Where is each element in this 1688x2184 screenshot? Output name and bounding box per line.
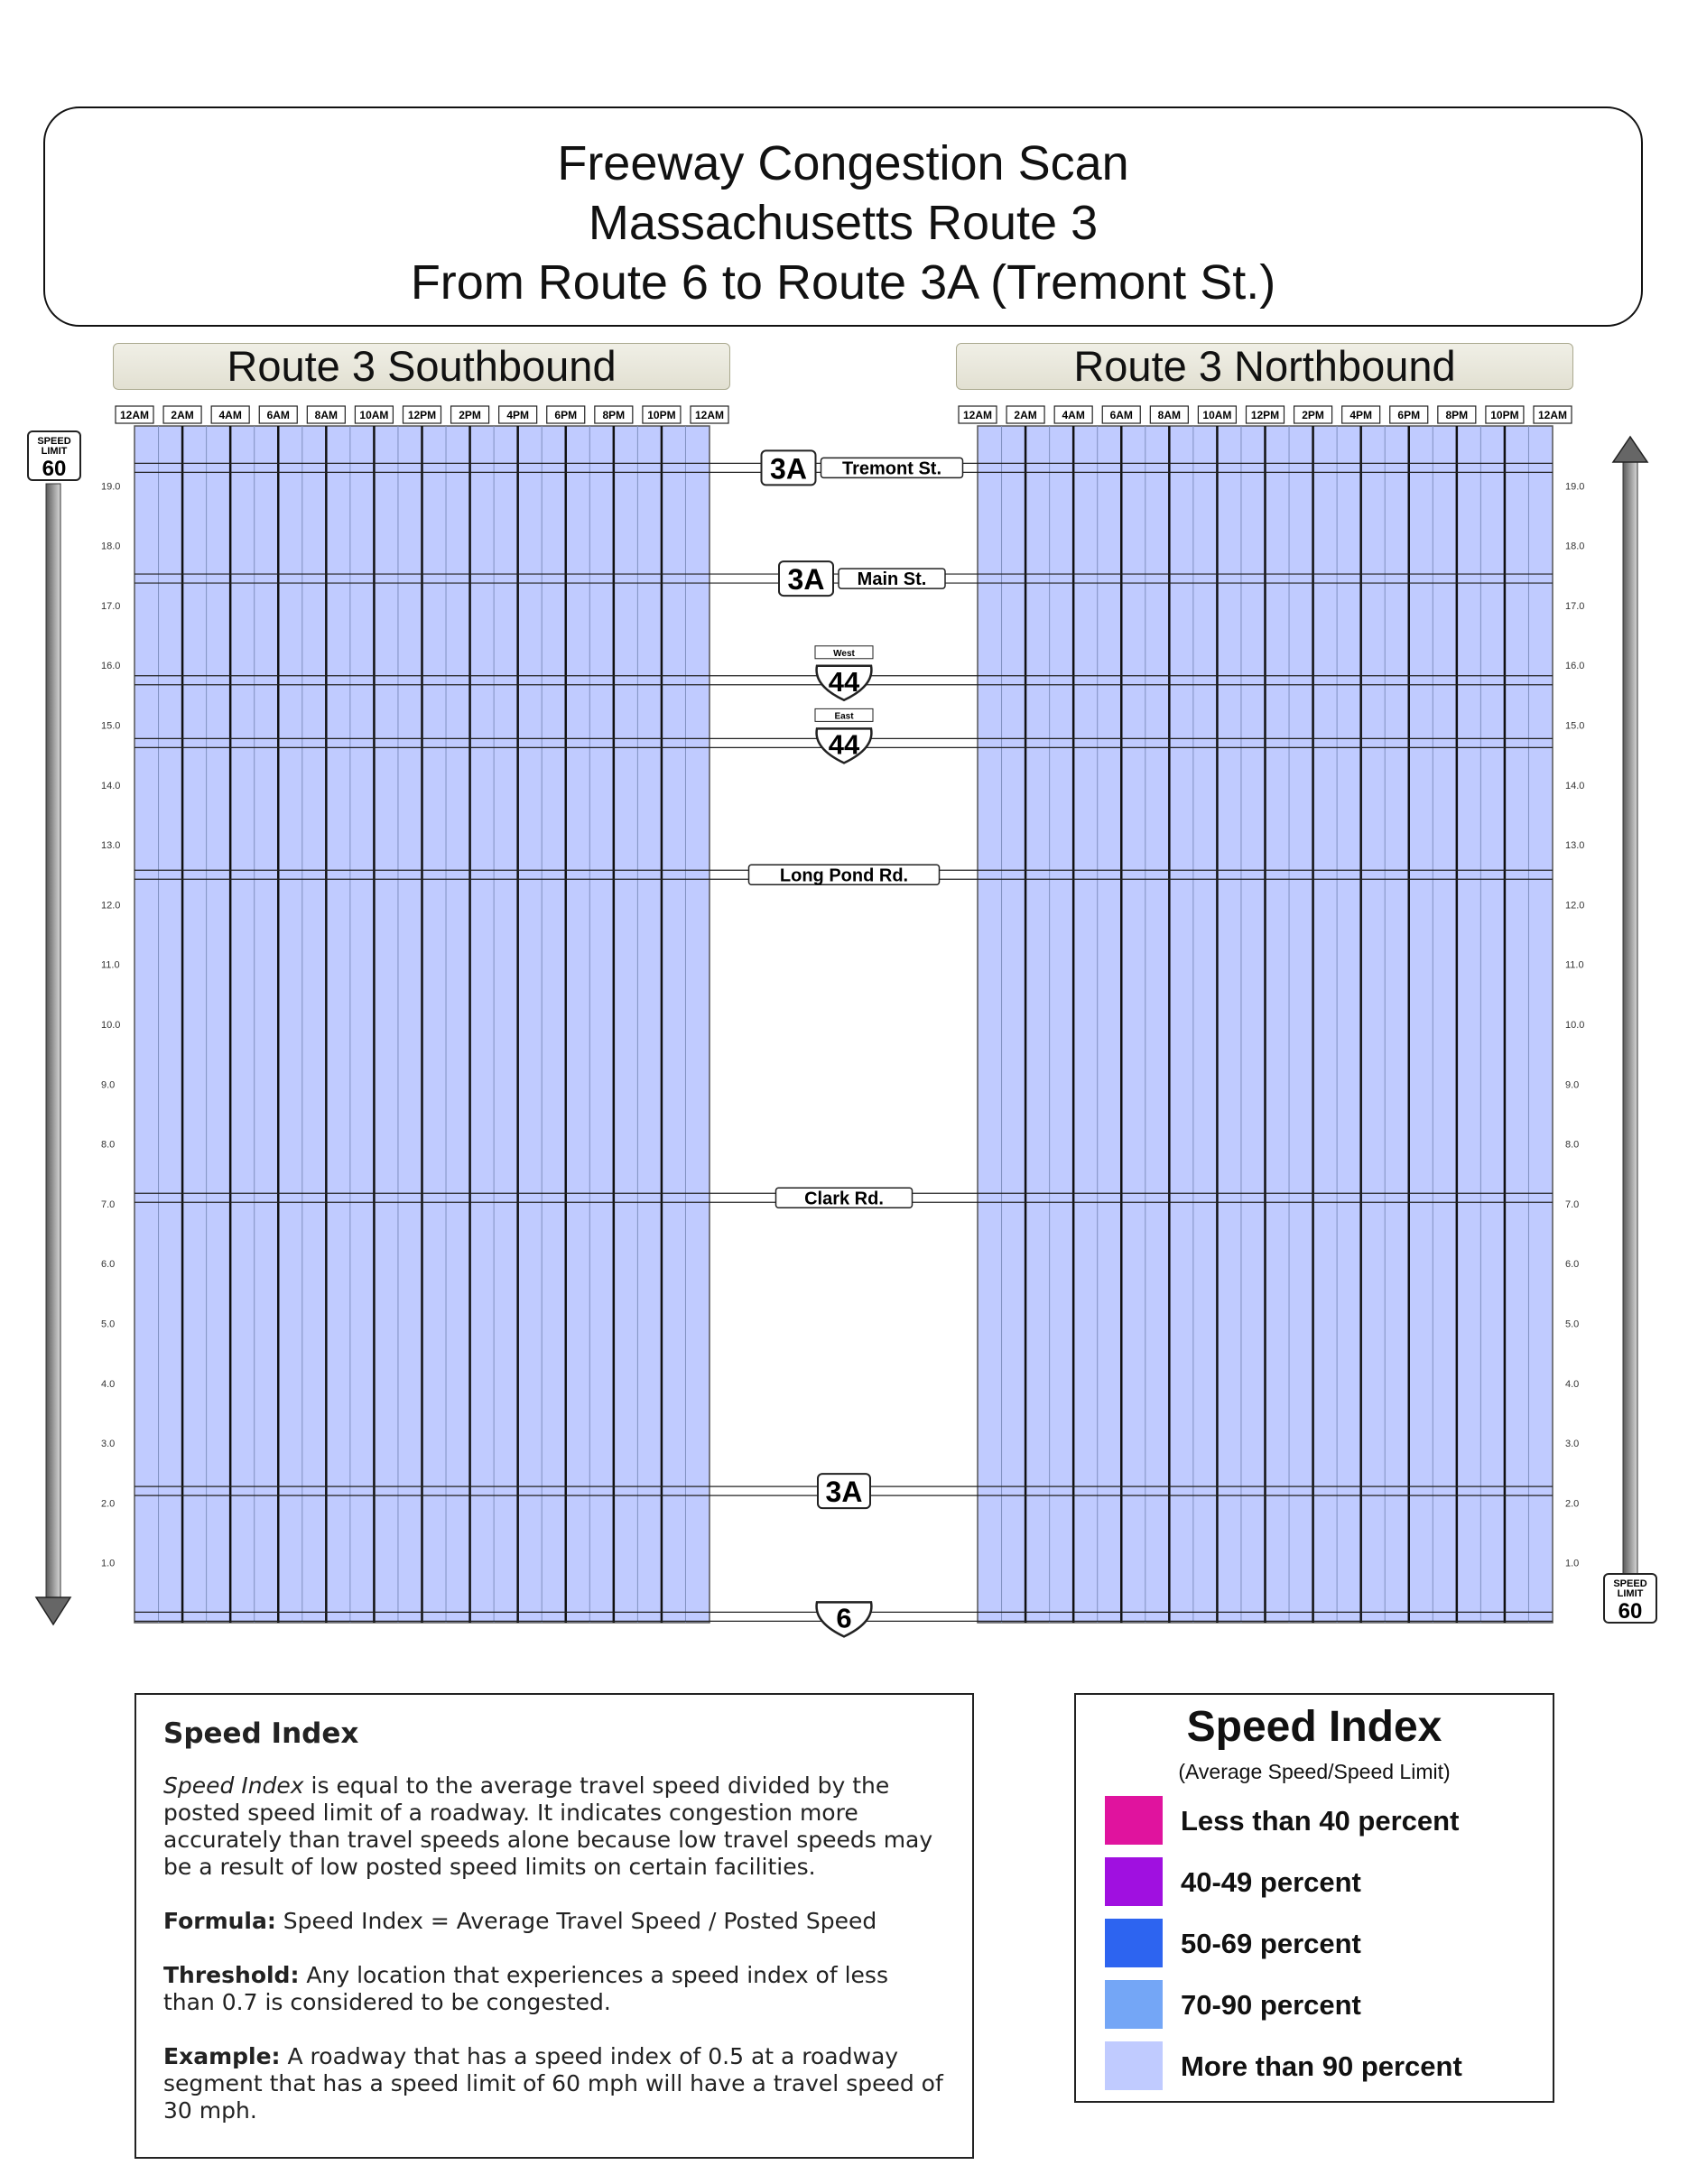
info-threshold (163, 1962, 945, 2016)
time-label (307, 406, 345, 423)
time-label-text: 2AM (1014, 409, 1037, 421)
route-shield-number: 44 (828, 665, 860, 698)
speed-limit-sign-northbound (1604, 1574, 1656, 1624)
speed-limit-sign-top: SPEED (1613, 1578, 1647, 1589)
mile-tick-label-left: 11.0 (101, 959, 120, 971)
legend-swatch (1105, 1796, 1163, 1845)
time-label-text: 8PM (602, 409, 626, 421)
legend-item (1105, 2041, 1538, 2090)
mile-tick-label-left: 7.0 (101, 1198, 116, 1210)
mile-tick-label-left: 2.0 (101, 1498, 116, 1510)
time-label-text: 8AM (1157, 409, 1182, 421)
time-label-text: 10PM (1490, 409, 1519, 421)
northbound-arrow-head (1613, 437, 1647, 462)
legend-label: Less than 40 percent (1181, 1805, 1460, 1837)
mile-tick-label-left: 3.0 (101, 1439, 116, 1450)
speed-limit-sign-southbound (28, 431, 80, 481)
legend-title: Speed Index (1186, 1703, 1442, 1751)
southbound-banner: Route 3 Southbound (113, 343, 730, 390)
time-label (1102, 406, 1140, 423)
mile-tick-label-left: 19.0 (101, 481, 121, 493)
legend-swatch (1105, 2041, 1163, 2090)
time-label-text: 6AM (266, 409, 290, 421)
mile-tick-label-right: 12.0 (1565, 900, 1585, 912)
formula-text: Speed Index = Average Travel Speed / Posted Speed (275, 1908, 877, 1934)
time-label (451, 406, 489, 423)
example-label: Example: (163, 2043, 281, 2069)
mile-tick-label-left: 18.0 (101, 541, 121, 552)
direction-plaque-text: East (834, 711, 854, 722)
mile-tick-label-right: 3.0 (1565, 1439, 1580, 1450)
legend-item (1105, 1919, 1538, 1967)
mile-tick-label-right: 10.0 (1565, 1020, 1585, 1031)
time-label (691, 406, 728, 423)
mile-tick-label-right: 7.0 (1565, 1198, 1580, 1210)
info-description (163, 1772, 945, 1881)
time-label (355, 406, 393, 423)
northbound-arrow-shaft (1623, 462, 1637, 1576)
legend-label: More than 90 percent (1181, 2050, 1462, 2082)
time-label-text: 10AM (1202, 409, 1232, 421)
time-label (547, 406, 585, 423)
mile-tick-label-right: 15.0 (1565, 720, 1585, 732)
mile-tick-label-left: 17.0 (101, 600, 121, 612)
mile-tick-label-left: 8.0 (101, 1139, 116, 1151)
mile-tick-label-left: 6.0 (101, 1259, 116, 1271)
mile-tick-label-right: 6.0 (1565, 1259, 1580, 1271)
time-label-text: 2PM (1302, 409, 1324, 421)
legend-swatch (1105, 1919, 1163, 1967)
time-label-text: 12AM (962, 409, 993, 421)
time-label (1150, 406, 1188, 423)
time-label-text: 4AM (218, 409, 242, 421)
time-label-text: 4AM (1062, 409, 1085, 421)
time-label-text: 10PM (647, 409, 676, 421)
mile-tick-label-right: 2.0 (1565, 1498, 1580, 1510)
time-label (116, 406, 153, 423)
time-label-text: 12PM (1250, 409, 1280, 421)
info-heading: Speed Index (163, 1717, 359, 1750)
time-label (403, 406, 441, 423)
mile-tick-label-right: 9.0 (1565, 1079, 1580, 1091)
time-label-text: 12AM (119, 409, 150, 421)
time-label-text: 6PM (554, 409, 578, 421)
legend-swatch (1105, 1857, 1163, 1906)
time-label (259, 406, 297, 423)
speed-limit-sign-value: 60 (42, 457, 67, 481)
time-label (1438, 406, 1476, 423)
direction-plaque-text: West (833, 648, 855, 659)
time-label (595, 406, 633, 423)
mile-tick-label-right: 4.0 (1565, 1378, 1580, 1390)
interchange-name: Tremont St. (841, 458, 942, 479)
time-label-text: 12AM (694, 409, 725, 421)
legend-subtitle: (Average Speed/Speed Limit) (1178, 1760, 1451, 1783)
threshold-text: Any location that experiences a speed index of less than 0.7 is considered to be congested. (163, 1962, 888, 2015)
mile-tick-label-left: 15.0 (101, 720, 121, 732)
time-label (1390, 406, 1428, 423)
time-label (1534, 406, 1572, 423)
mile-tick-label-right: 14.0 (1565, 780, 1585, 791)
time-label (1054, 406, 1092, 423)
time-label-text: 2AM (171, 409, 194, 421)
formula-label: Formula: (163, 1908, 276, 1934)
mile-tick-label-left: 5.0 (101, 1319, 116, 1330)
time-label-text: 10AM (359, 409, 389, 421)
time-label-text: 4PM (506, 409, 530, 421)
interchange-name: Clark Rd. (804, 1189, 884, 1209)
speed-limit-sign-mid: LIMIT (1617, 1588, 1644, 1599)
speed-limit-sign-top: SPEED (37, 436, 71, 447)
speed-index-info-box (134, 1693, 974, 2159)
example-text: A roadway that has a speed index of 0.5 at a roadway segment that has a speed limit of 60 mph will have a travel speed of 30 mph. (163, 2043, 943, 2124)
info-formula (163, 1908, 945, 1935)
legend-label: 40-49 percent (1181, 1866, 1361, 1898)
mile-tick-label-right: 11.0 (1565, 959, 1584, 971)
time-label (499, 406, 537, 423)
time-label-text: 8AM (314, 409, 339, 421)
time-label-text: 4PM (1349, 409, 1373, 421)
speed-limit-sign-mid: LIMIT (41, 446, 68, 457)
mile-tick-label-right: 18.0 (1565, 541, 1585, 552)
mile-tick-label-left: 9.0 (101, 1079, 116, 1091)
legend-swatch (1105, 1980, 1163, 2029)
mile-tick-label-right: 5.0 (1565, 1319, 1580, 1330)
southbound-arrow-head (36, 1597, 70, 1624)
mile-tick-label-right: 8.0 (1565, 1139, 1580, 1151)
legend-item (1105, 1857, 1538, 1906)
time-label-text: 8PM (1445, 409, 1469, 421)
time-label (211, 406, 249, 423)
info-desc-rest: is equal to the average travel speed divided by the posted speed limit of a roadway. It indicates congestion more accurately than travel speeds alone because low travel speeds may be a result of low posted speed limits on certain facilities. (163, 1772, 933, 1880)
time-label-text: 6PM (1397, 409, 1421, 421)
time-label-text: 12PM (407, 409, 437, 421)
time-label (959, 406, 997, 423)
route-shield-number: 3A (825, 1476, 863, 1509)
legend-item (1105, 1796, 1538, 1845)
info-desc-term: Speed Index (163, 1772, 304, 1799)
time-label (1247, 406, 1285, 423)
title-line-1: Freeway Congestion Scan (557, 136, 1129, 190)
mile-tick-label-right: 13.0 (1565, 840, 1585, 852)
time-label (1486, 406, 1524, 423)
route-shield-number: 6 (836, 1602, 852, 1634)
time-label (643, 406, 681, 423)
threshold-label: Threshold: (163, 1962, 300, 1988)
mile-tick-label-left: 1.0 (101, 1558, 116, 1569)
time-label (1342, 406, 1380, 423)
legend-label: 70-90 percent (1181, 1989, 1361, 2021)
time-label-text: 2PM (459, 409, 481, 421)
mile-tick-label-left: 13.0 (101, 840, 121, 852)
route-shield-number: 3A (770, 452, 807, 486)
time-label (1294, 406, 1332, 423)
mile-tick-label-right: 19.0 (1565, 481, 1585, 493)
time-label-text: 12AM (1537, 409, 1568, 421)
info-example (163, 2043, 945, 2124)
interchange-name: Main St. (857, 569, 927, 590)
mile-tick-label-right: 16.0 (1565, 661, 1585, 672)
speed-limit-sign-value: 60 (1618, 1599, 1643, 1624)
time-label-text: 6AM (1109, 409, 1133, 421)
mile-tick-label-right: 1.0 (1565, 1558, 1580, 1569)
title-line-2: Massachusetts Route 3 (588, 196, 1099, 250)
route-shield-number: 44 (828, 728, 860, 761)
mile-tick-label-left: 14.0 (101, 780, 121, 791)
northbound-banner: Route 3 Northbound (956, 343, 1573, 390)
time-label (1198, 406, 1236, 423)
interchange-name: Long Pond Rd. (779, 865, 909, 886)
mile-tick-label-left: 10.0 (101, 1020, 121, 1031)
southbound-arrow-shaft (46, 484, 60, 1597)
mile-tick-label-left: 12.0 (101, 900, 121, 912)
time-label (163, 406, 201, 423)
time-label (1006, 406, 1044, 423)
mile-tick-label-left: 16.0 (101, 661, 121, 672)
title-line-3: From Route 6 to Route 3A (Tremont St.) (410, 255, 1276, 310)
legend-item (1105, 1980, 1538, 2029)
mile-tick-label-left: 4.0 (101, 1378, 116, 1390)
legend-label: 50-69 percent (1181, 1928, 1361, 1959)
route-shield-number: 3A (787, 563, 825, 597)
mile-tick-label-right: 17.0 (1565, 600, 1585, 612)
speed-index-legend (1074, 1693, 1554, 2103)
